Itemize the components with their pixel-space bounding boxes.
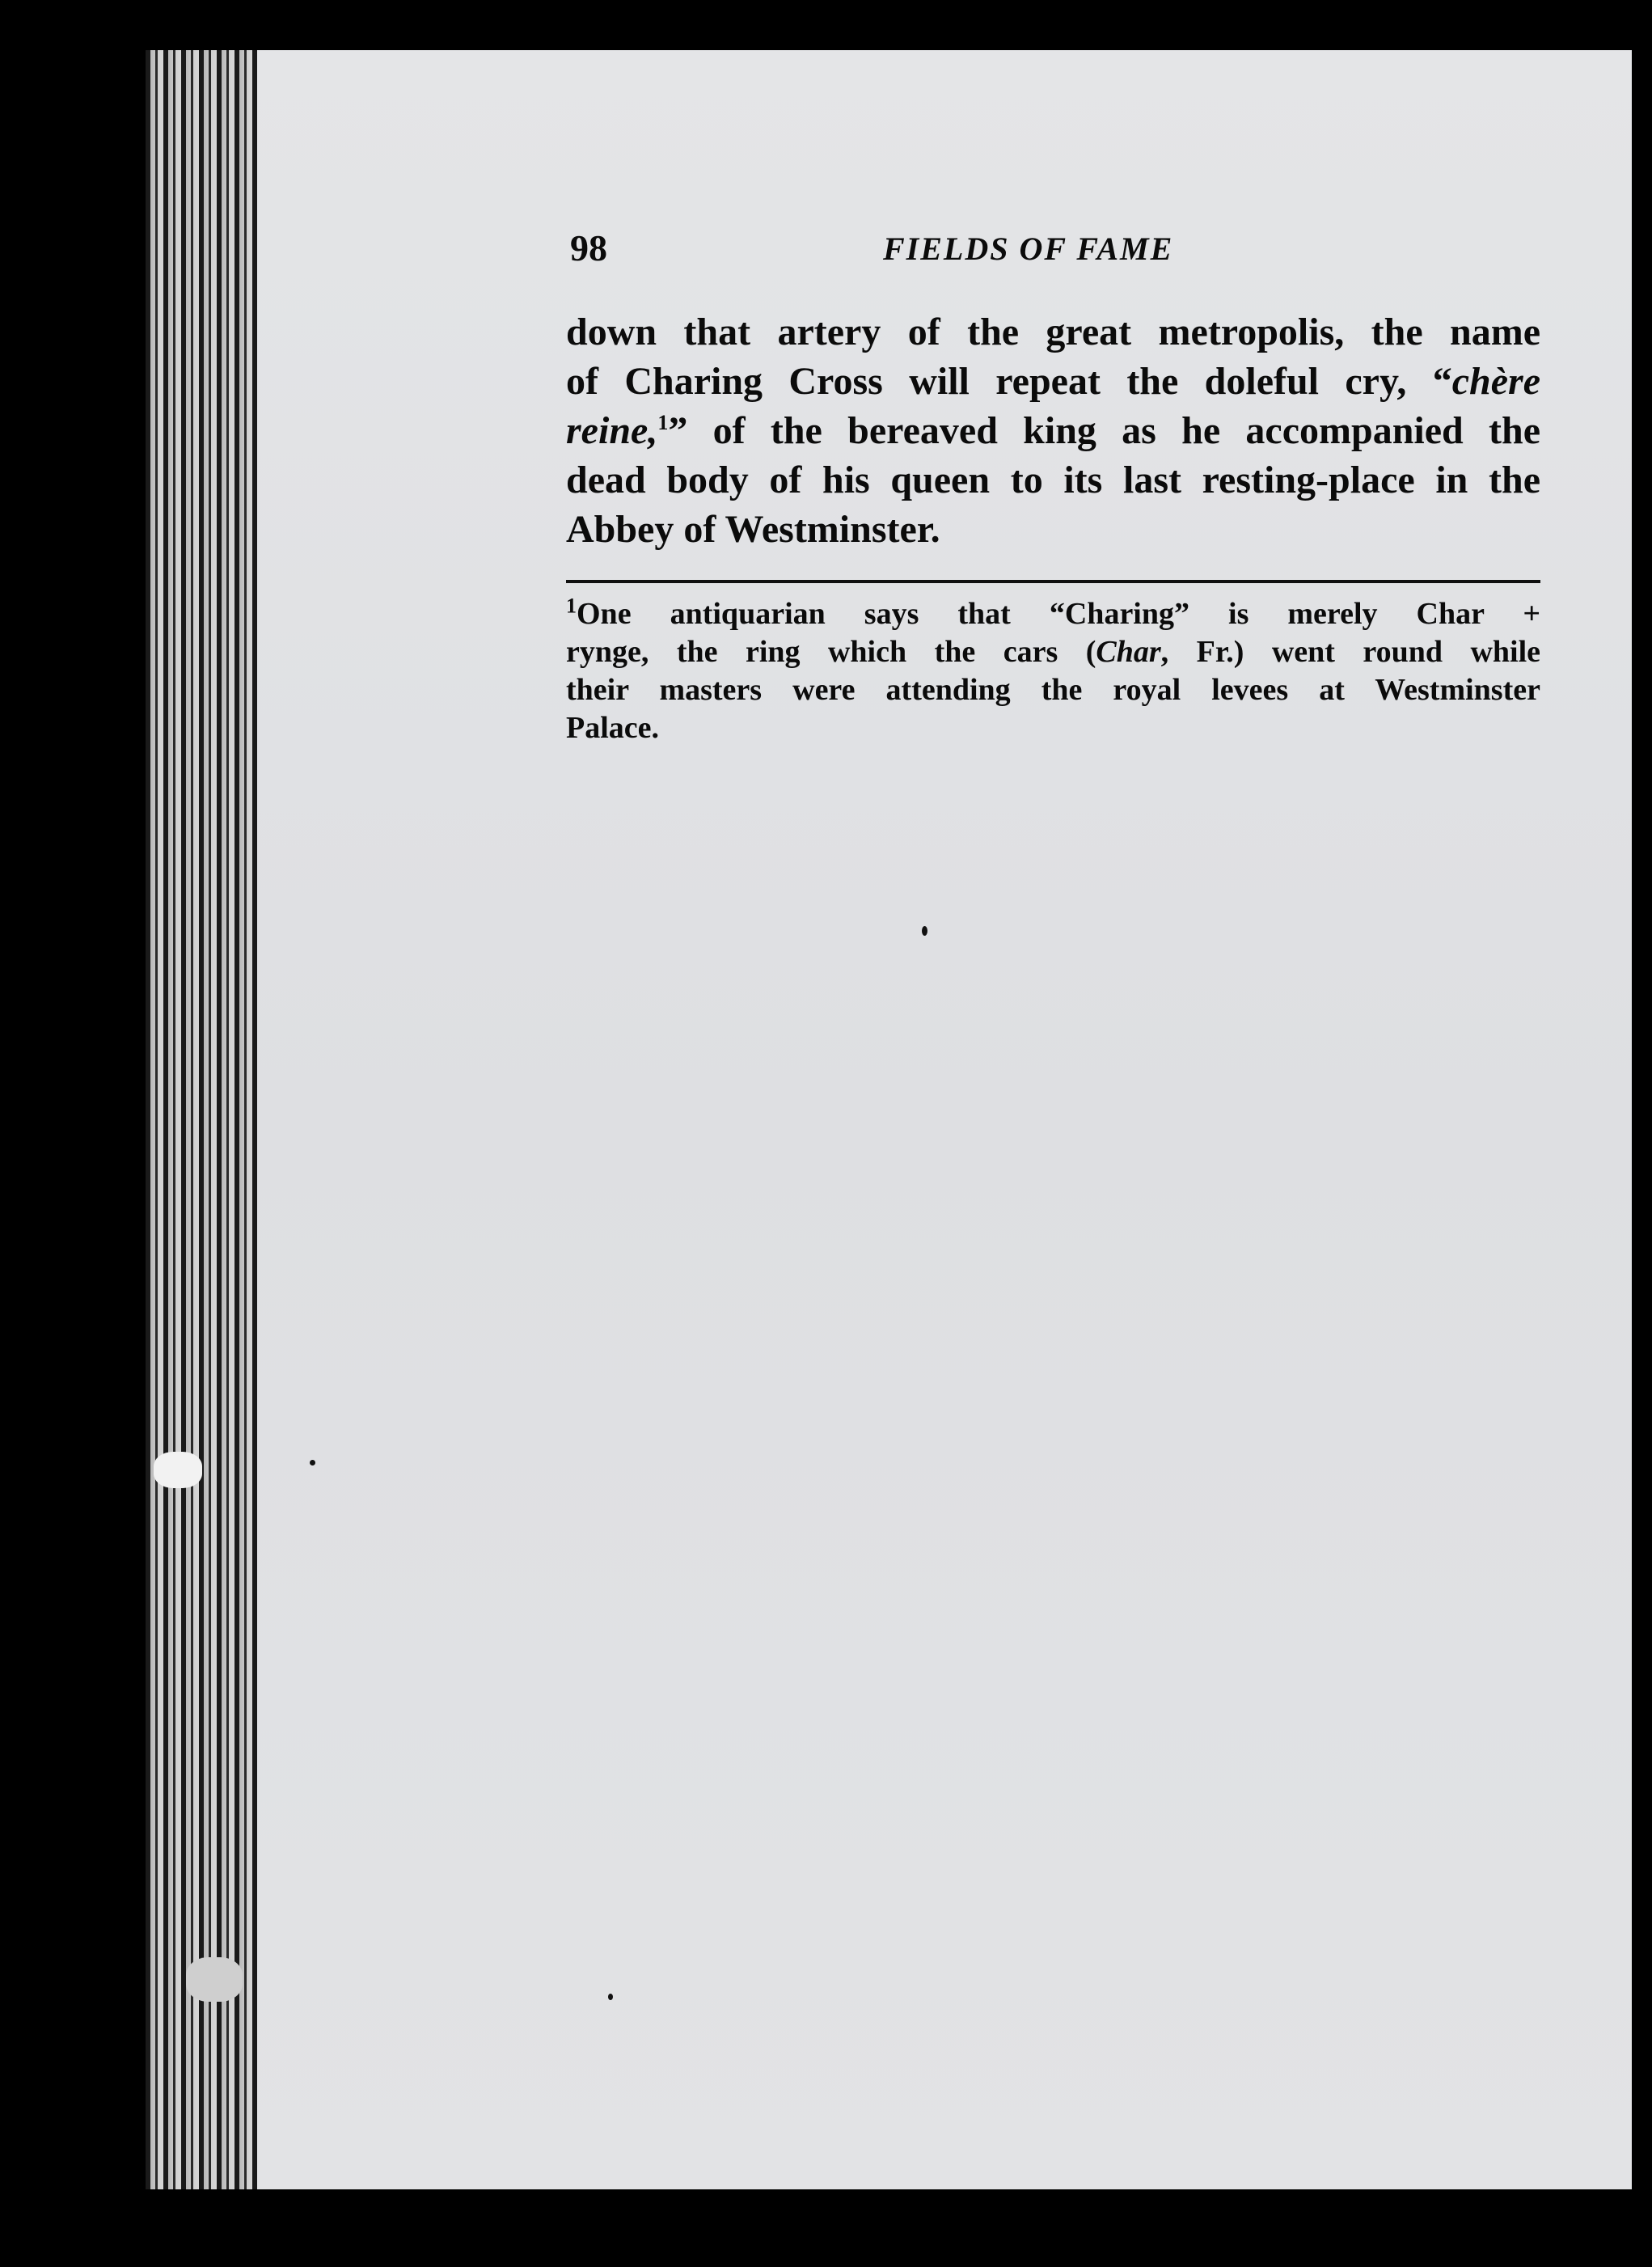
footnote-line [566, 633, 1540, 671]
running-title: FIELDS OF FAME [883, 231, 1174, 267]
body-line: dead body of his queen to its last resting-place in the [566, 459, 1540, 501]
body-line [566, 357, 1540, 406]
page-number: 98 [570, 227, 607, 269]
footnote-line [566, 595, 1540, 633]
footnote-reference: 1 [657, 411, 669, 434]
footnote-text: rynge, the ring which the cars ( [566, 635, 1096, 669]
body-line: Abbey of Westminster. [566, 508, 940, 551]
italic-phrase: reine, [566, 409, 658, 452]
scan-speck [608, 1994, 613, 2000]
footnote-line: their masters were attending the royal levees at Westminster [566, 673, 1540, 707]
footnote-text: One antiquarian says that “Charing” is merely Char + [577, 597, 1540, 631]
scan-blemish [186, 1957, 243, 2002]
body-line: down that artery of the great metropolis, the name [566, 311, 1540, 353]
body-line [566, 406, 1540, 455]
body-line-text: of Charing Cross will repeat the doleful cry, “ [566, 360, 1452, 403]
scan-speck [310, 1460, 315, 1466]
footnote [566, 595, 1540, 747]
footnote-line: Palace. [566, 711, 660, 745]
running-head [0, 226, 1652, 283]
page-edges [146, 50, 267, 2189]
footnote-italic: Char [1096, 635, 1161, 669]
footnote-rule [566, 580, 1540, 583]
scan-speck [922, 926, 927, 936]
footnote-marker: 1 [566, 594, 577, 618]
body-line-text: ” of the bereaved king as he accompanied the [668, 409, 1540, 452]
body-paragraph [566, 307, 1540, 554]
italic-phrase: chère [1451, 360, 1540, 403]
footnote-text: , Fr.) went round while [1160, 635, 1540, 669]
scan-blemish [154, 1452, 202, 1488]
